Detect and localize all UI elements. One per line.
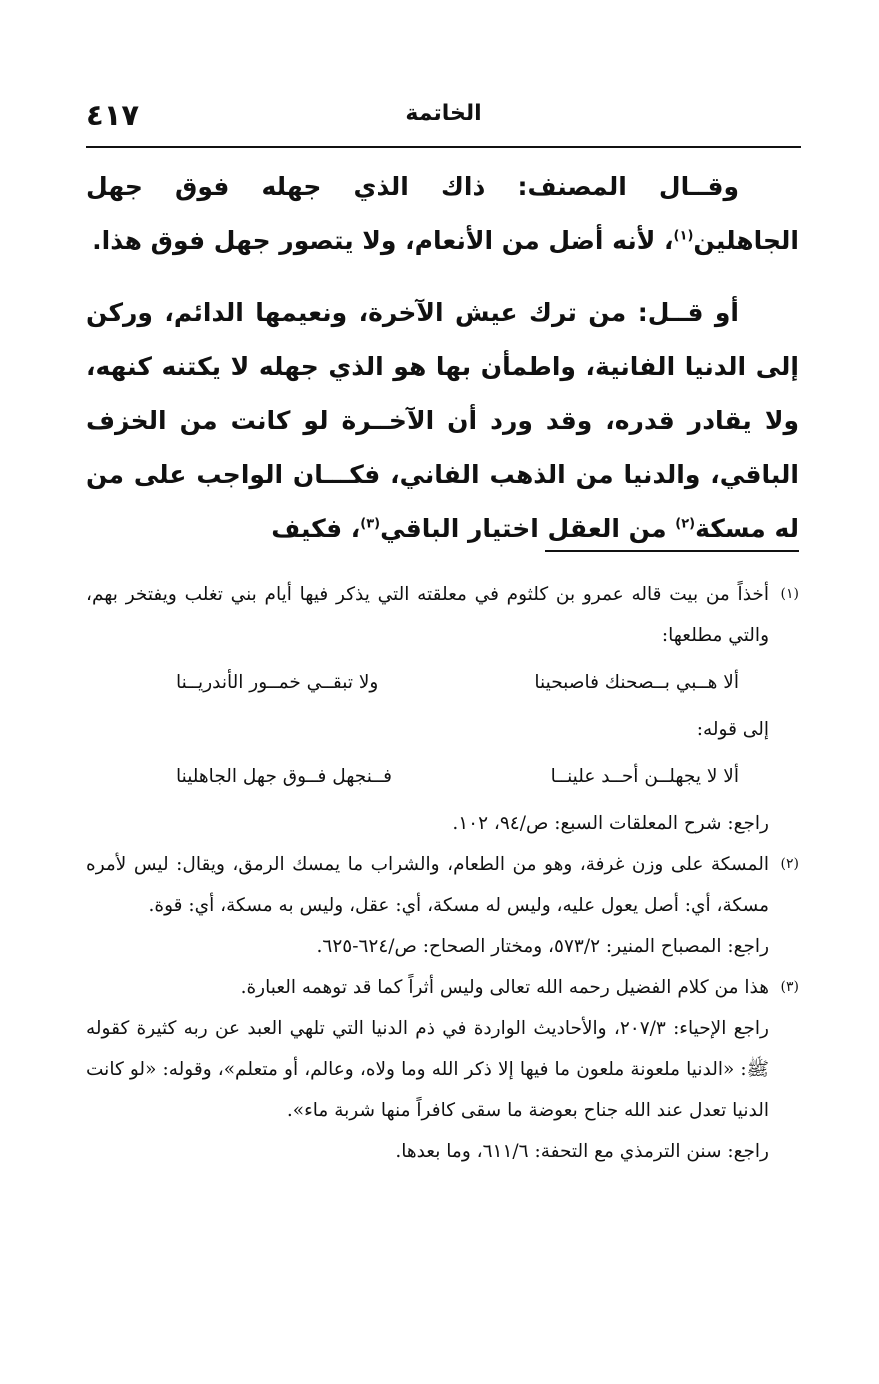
footnotes [86, 574, 799, 1172]
main-text [86, 160, 799, 556]
footnote-1 [86, 574, 799, 656]
footnote-ref-2: (٢) [675, 516, 696, 532]
page-number: ٤١٧ [86, 98, 140, 132]
footnote-2 [86, 844, 799, 926]
verse-2-first-hemistich: ألا لا يجهلــن أحــد علينــا [550, 766, 739, 787]
verse-2 [86, 756, 799, 797]
footnote-3-marker: (٣) [780, 979, 799, 995]
paragraph-2-text-c: ، فكيف [271, 514, 361, 543]
footnote-3-reference-2: راجع: سنن الترمذي مع التحفة: ٦١١/٦، وما بعدها. [395, 1141, 769, 1162]
footnote-2-reference: راجع: المصباح المنير: ٥٧٣/٢، ومختار الصحاح: ص/٦٢٤-٦٢٥. [316, 936, 769, 957]
footnote-1-reference: راجع: شرح المعلقات السبع: ص/٩٤، ١٠٢. [452, 813, 769, 834]
paragraph-1-text-a: وقــال المصنف: ذاك الذي جهله فوق جهل الجاهلين [86, 172, 799, 255]
verse-1 [86, 662, 799, 703]
footnote-3 [86, 967, 799, 1008]
paragraph-2-text-b: من العقل اختيار الباقي [380, 514, 676, 543]
running-head: الخاتمة [405, 101, 482, 126]
verse-1-second-hemistich: ولا تبقــي خمــور الأندريــنا [176, 672, 379, 693]
footnote-ref-3: (٣) [360, 516, 381, 532]
footnote-ref-1: (١) [673, 228, 694, 244]
footnote-3-reference-1: راجع الإحياء: ٢٠٧/٣، والأحاديث الواردة في ذم الدنيا التي تلهي العبد عن ربه كثيرة كقوله ﷺ: «الدنيا ملعونة ملعون ما فيها إلا ذكر الله وما ولاه، وعالم، أو متعلم»، وقوله: «لو كانت الدنيا تعدل عند الله جناح بعوضة ما سقى كافراً منها شربة ماء». [86, 1018, 769, 1121]
paragraph-2-text-a: أو قــل: من ترك عيش الآخرة، ونعيمها الدائم، وركن إلى الدنيا الفانية، واطمأن بها هو الذي جهله لا يكتنه كنهه، ولا يقادر قدره، وقد ورد أن الآخــرة لو كانت من الخزف الباقي، والدنيا من الذهب الفاني، فكـــان الواجب على من له مسكة [86, 298, 799, 543]
header-rule [86, 146, 801, 148]
footnote-1-to-his-saying: إلى قوله: [696, 719, 769, 740]
footnote-1-text: أخذاً من بيت قاله عمرو بن كلثوم في معلقته التي يذكر فيها أيام بني تغلب ويفتخر بهم، والتي مطلعها: [86, 584, 769, 646]
paragraph-1 [86, 160, 799, 268]
footnote-3-text: هذا من كلام الفضيل رحمه الله تعالى وليس أثراً كما قد توهمه العبارة. [240, 977, 769, 998]
verse-1-first-hemistich: ألا هــبي بــصحنك فاصبحينا [534, 672, 739, 693]
page-header [86, 98, 801, 144]
verse-2-second-hemistich: فــنجهل فــوق جهل الجاهلينا [176, 766, 392, 787]
paragraph-1-text-b: ، لأنه أضل من الأنعام، ولا يتصور جهل فوق هذا. [92, 226, 674, 255]
paragraph-2 [86, 286, 799, 556]
footnote-2-text: المسكة على وزن غرفة، وهو من الطعام، والشراب ما يمسك الرمق، ويقال: ليس لأمره مسكة، أي: أصل يعول عليه، وليس له مسكة، أي: عقل، وليس به مسكة، أي: قوة. [86, 854, 769, 916]
footnote-1-marker: (١) [780, 586, 799, 602]
footnote-separator [545, 550, 799, 552]
footnote-2-marker: (٢) [780, 856, 799, 872]
